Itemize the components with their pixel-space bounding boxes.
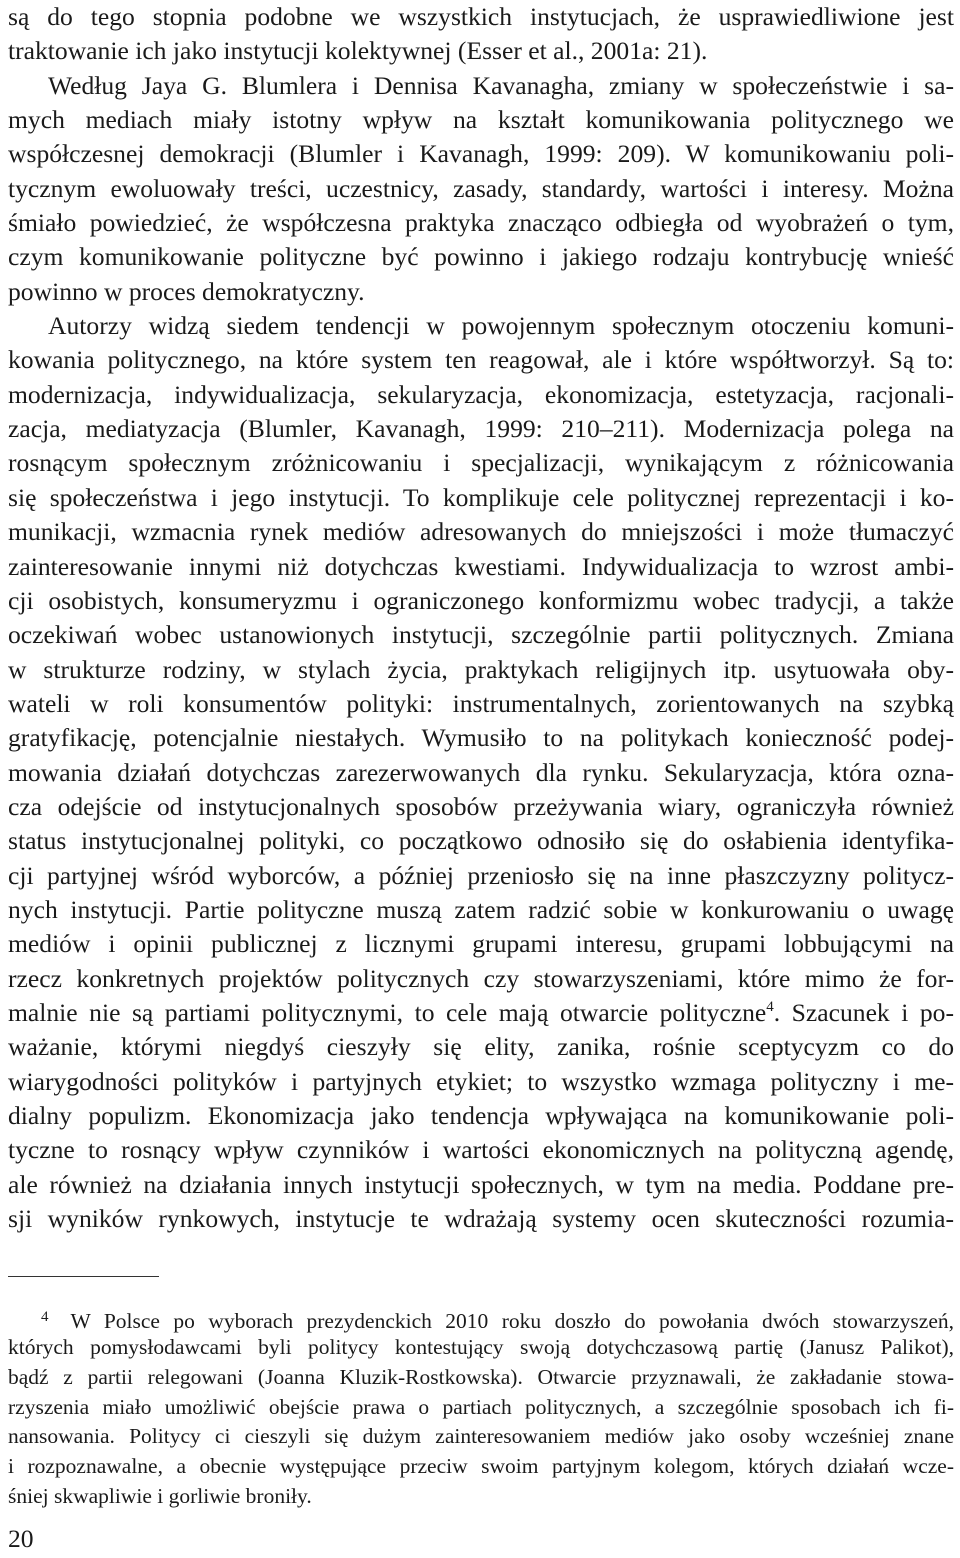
text-line: są do tego stopnia podobne we wszystkich instytucjach, że usprawiedliwione jest [8, 2, 954, 31]
text-line: nych instytucji. Partie polityczne muszą zatem radzić sobie w konkurowaniu o uwagę [8, 894, 954, 924]
text-line: cza odejście od instytucjonalnych sposobów przeżywania wiary, ograniczyła również [8, 791, 954, 821]
text-line: w strukturze rodziny, w stylach życia, praktykach religijnych itp. usytuowała oby- [8, 654, 954, 684]
footnote-line: nansowania. Politycy ci cieszyli się dużym zainteresowaniem mediów jako osoby wcześniej znane [8, 1424, 954, 1449]
text-line: się społeczeństwa i jego instytucji. To komplikuje cele politycznej reprezentacji i ko- [8, 482, 954, 512]
text-line: zainteresowanie innymi niż dotychczas kwestiami. Indywidualizacja to wzrost ambi- [8, 551, 954, 581]
text-line: tyczne to rosnący wpływ czynników i wartości ekonomicznych na polityczną agendę, [8, 1135, 954, 1165]
text-line: czym komunikowanie polityczne być powinno i jakiego rodzaju kontrybucję wnieść [8, 242, 954, 272]
text-line: cji partyjnej wśród wyborców, a później przeniosło się na inne płaszczyzny politycz- [8, 860, 954, 890]
footnote-line: i rozpoznawalne, a obecnie występujące przeciw swoim partyjnym kolegom, których działań wcze- [8, 1454, 954, 1479]
text-line: ale również na działania innych instytucji społecznych, w tym na media. Poddane pre- [8, 1169, 954, 1199]
footnotes [8, 1303, 954, 1512]
body-text [8, 0, 954, 1236]
footnote-line: bądź z partii relegowani (Joanna Kluzik-Rostkowska). Otwarcie przyznawali, że zakładanie stowa- [8, 1364, 954, 1389]
text-line: kowania politycznego, na które system ten reagował, ale i które współtworzył. Są to: [8, 345, 954, 375]
footnote-reference[interactable]: 4 [766, 998, 774, 1015]
text-line: rosnącym społecznym zróżnicowaniu i specjalizacji, wynikającym z różnicowania [8, 448, 954, 478]
text-line: współczesnej demokracji (Blumler i Kavanagh, 1999: 209). W komunikowaniu poli- [8, 139, 954, 169]
text-line: śmiało powiedzieć, że współczesna praktyka znacząco odbiegła od wyobrażeń o tym, [8, 208, 954, 238]
footnote-line: których pomysłodawcami byli politycy kontestujący swoją dotychczasową partię (Janusz Palikot), [8, 1334, 954, 1359]
text-line: traktowanie ich jako instytucji kolektywnej (Esser et al., 2001a: 21). [8, 36, 708, 66]
text-line: wateli w roli konsumentów polityki: instrumentalnych, zorientowanych na szybką [8, 688, 954, 718]
text-line: mowania działań dotychczas zarezerwowanych dla rynku. Sekularyzacja, która ozna- [8, 757, 954, 787]
text-line: mediów i opinii publicznej z licznymi grupami interesu, grupami lobbującymi na [8, 929, 954, 959]
text-line: wiarygodności polityków i partyjnych etykiet; to wszystko wzmaga polityczny i me- [8, 1066, 954, 1096]
text-line: rzecz konkretnych projektów politycznych czy stowarzyszeniami, które mimo że for- [8, 963, 954, 993]
footnote-marker: 4 [41, 1309, 49, 1325]
page-number: 20 [8, 1524, 34, 1553]
text-line: malnie nie są partiami politycznymi, to cele mają otwarcie polityczne$^4$. Szacunek i po- [8, 997, 954, 1027]
text-line: status instytucjonalnej polityki, co początkowo odnosiło się do osłabienia identyfika- [8, 826, 954, 856]
text-line: dialny populizm. Ekonomizacja jako tendencja wpływająca na komunikowanie poli- [8, 1101, 954, 1130]
text-line: zacja, mediatyzacja (Blumler, Kavanagh, 1999: 210–211). Modernizacja polega na [8, 414, 954, 444]
text-line: sji wyników rynkowych, instytucje te wdrażają systemy ocen skuteczności rozumia- [8, 1204, 954, 1234]
text-line: munikacji, wzmacnia rynek mediów adresowanych do mniejszości i może tłumaczyć [8, 517, 954, 547]
text-line: modernizacja, indywidualizacja, sekularyzacja, ekonomizacja, estetyzacja, racjonali- [8, 379, 954, 409]
text-line: ważanie, którymi niegdyś cieszyły się elity, zanika, rośnie sceptycyzm co do [8, 1032, 954, 1062]
text-line: mych mediach miały istotny wpływ na kształt komunikowania politycznego we [8, 105, 954, 135]
text-line: gratyfikację, potencjalnie niestałych. Wymusiło to na politykach konieczność podej- [8, 723, 954, 753]
text-line: cji osobistych, konsumeryzmu i ograniczonego konformizmu wobec tradycji, a także [8, 585, 954, 615]
text-line: powinno w proces demokratyczny. [8, 276, 365, 306]
footnote-line: $^4$ W Polsce po wyborach prezydenckich 2010 roku doszło do powołania dwóch stowarzyszeń, [41, 1309, 954, 1333]
text-line: oczekiwań wobec ustanowionych instytucji, szczególnie partii politycznych. Zmiana [8, 620, 954, 650]
text-line: Według Jaya G. Blumlera i Dennisa Kavanagha, zmiany w społeczeństwie i sa- [48, 70, 954, 100]
text-line: Autorzy widzą siedem tendencji w powojennym społecznym otoczeniu komuni- [48, 311, 954, 341]
footnote-separator [8, 1276, 159, 1277]
footnote-line: śniej skwapliwie i gorliwie broniły. [8, 1484, 312, 1509]
footnote-line: rzyszenia miało umożliwić obejście prawa o partiach politycznych, a szczególnie sposobach ich fi- [8, 1394, 954, 1419]
text-line: tycznym ewoluowały treści, uczestnicy, zasady, standardy, wartości i interesy. Można [8, 173, 954, 203]
